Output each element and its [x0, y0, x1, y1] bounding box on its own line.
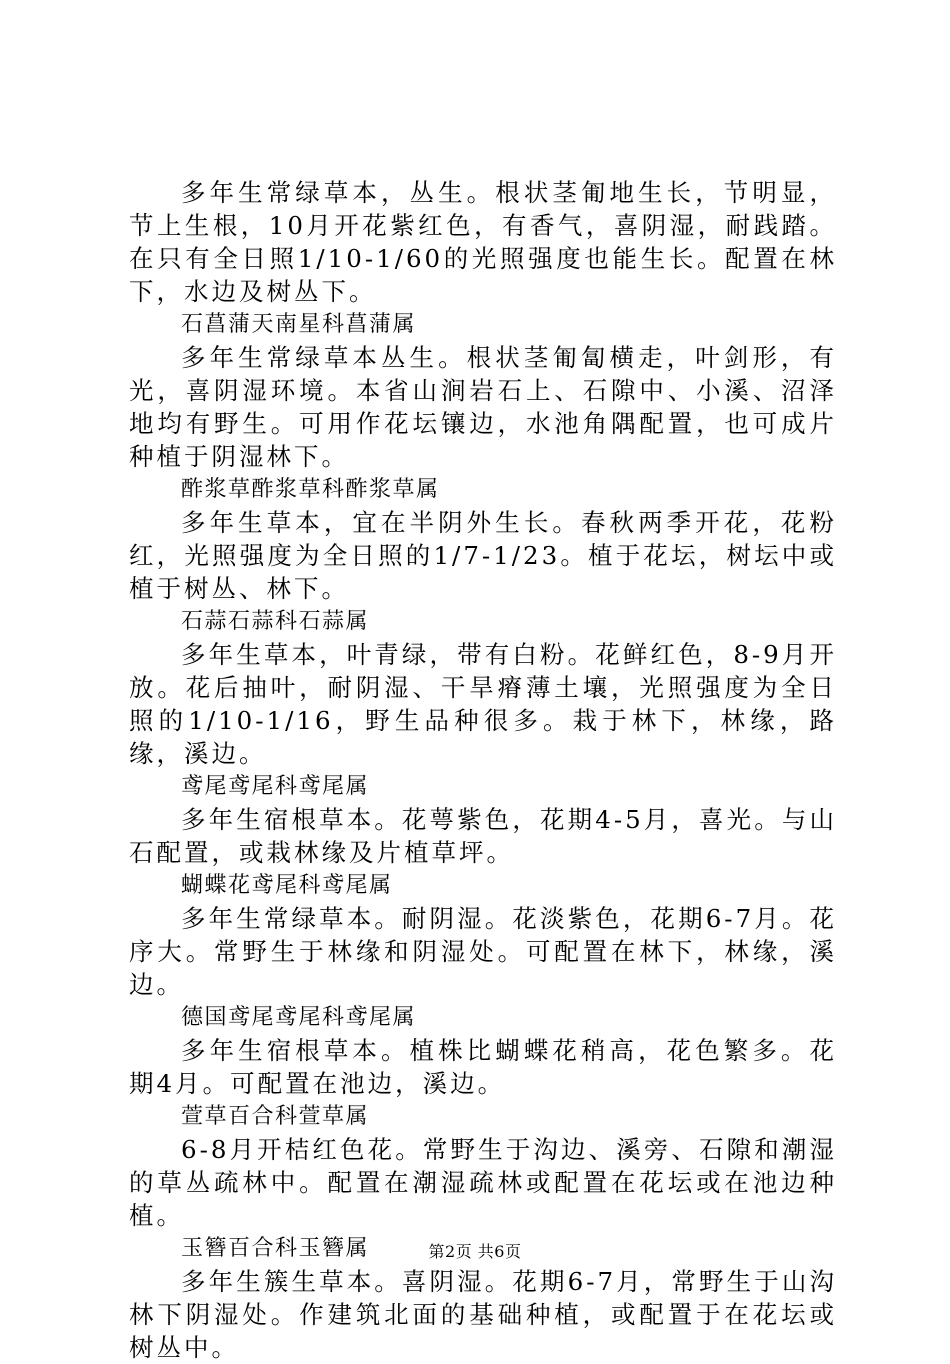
paragraph-intro: 多年生常绿草本，丛生。根状茎匍地生长，节明显，节上生根，10月开花紫红色，有香气，喜阴湿，耐践踏。在只有全日照1/10-1/60的光照强度也能生长。配置在林下，水边及树丛下。	[129, 178, 837, 306]
paragraph-yuzan: 多年生簇生草本。喜阴湿。花期6-7月，常野生于山沟林下阴湿处。作建筑北面的基础种植，或配置于在花坛或树丛中。	[129, 1267, 837, 1362]
plant-heading-hudiehua: 蝴蝶花鸢尾科鸢尾属	[181, 873, 393, 898]
paragraph-xuancao: 6-8月开桔红色花。常野生于沟边、溪旁、石隙和潮湿的草丛疏林中。配置在潮湿疏林或配置在花坛或在池边种植。	[129, 1135, 837, 1230]
paragraph-hudiehua: 多年生常绿草本。耐阴湿。花淡紫色，花期6-7月。花序大。常野生于林缘和阴湿处。可配置在林下，林缘，溪边。	[129, 904, 837, 999]
paragraph-yuanwei: 多年生宿根草本。花萼紫色，花期4-5月，喜光。与山石配置，或栽林缘及片植草坪。	[129, 805, 837, 867]
paragraph-shisuan: 多年生草本，叶青绿，带有白粉。花鲜红色，8-9月开放。花后抽叶，耐阴湿、干旱瘠薄土壤，光照强度为全日照的1/10-1/16，野生品种很多。栽于林下，林缘，路缘，溪边。	[129, 640, 837, 768]
paragraph-deguoyuanwei: 多年生宿根草本。植株比蝴蝶花稍高，花色繁多。花期4月。可配置在池边，溪边。	[129, 1036, 837, 1098]
plant-heading-xuancao: 萱草百合科萱草属	[181, 1104, 370, 1129]
plant-heading-deguoyuanwei: 德国鸢尾鸢尾科鸢尾属	[181, 1005, 417, 1030]
page-number-footer: 第2页 共6页	[428, 1242, 522, 1261]
document-body	[129, 176, 837, 1364]
plant-heading-cujiangcao: 酢浆草酢浆草科酢浆草属	[181, 477, 440, 502]
plant-heading-yuanwei: 鸢尾鸢尾科鸢尾属	[181, 774, 370, 799]
plant-heading-yuzan: 玉簪百合科玉簪属	[181, 1236, 370, 1261]
plant-heading-shichangpu: 石菖蒲天南星科菖蒲属	[181, 312, 417, 337]
paragraph-cujiangcao: 多年生草本，宜在半阴外生长。春秋两季开花，花粉红，光照强度为全日照的1/7-1/23。植于花坛，树坛中或植于树丛、林下。	[129, 508, 837, 603]
plant-heading-shisuan: 石蒜石蒜科石蒜属	[181, 609, 370, 634]
paragraph-shichangpu: 多年生常绿草本丛生。根状茎匍匐横走，叶剑形，有光，喜阴湿环境。本省山涧岩石上、石隙中、小溪、沼泽地均有野生。可用作花坛镶边，水池角隅配置，也可成片种植于阴湿林下。	[129, 343, 837, 471]
